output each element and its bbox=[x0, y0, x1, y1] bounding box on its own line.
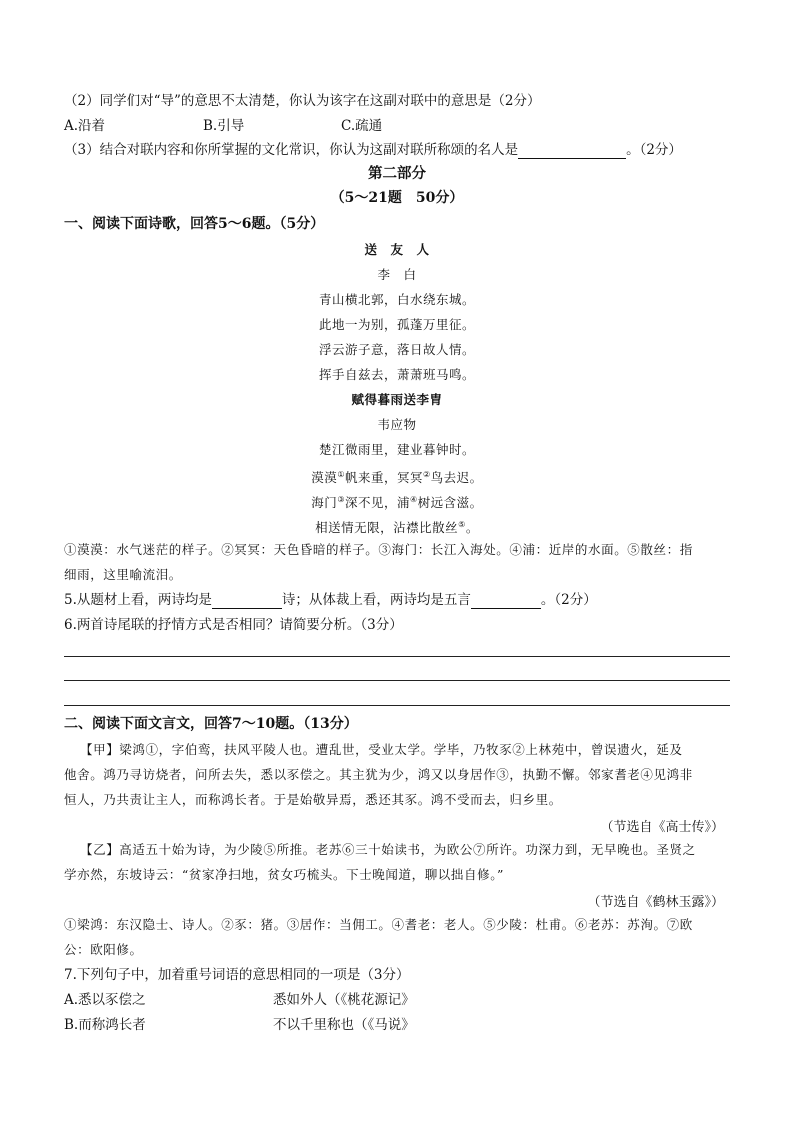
passage-jia: 恒人，乃共责让主人，而称鸿长者。于是始敬异焉，悉还其豕。鸿不受而去，归乡里。 bbox=[64, 792, 562, 807]
passage-yi: 学亦然，东坡诗云：“贫家净扫地，贫女巧梳头。下士晚闻道，聊以拙自修。” bbox=[64, 867, 505, 882]
passage-notes: ①梁鸿：东汉隐士、诗人。②豕：猪。③居作：当佣工。④耆老：老人。⑤少陵：杜甫。⑥老苏：苏洵。⑦欧 bbox=[64, 917, 693, 932]
footnote-mark: ⑤ bbox=[458, 520, 466, 529]
footnote-mark: ② bbox=[423, 470, 431, 479]
passage-yi: 【乙】高适五十始为诗，为少陵⑤所推。老苏⑥三十始读书，为欧公⑦所许。功深力到，无早晚也。圣贤之 bbox=[80, 842, 696, 857]
answer-blank[interactable] bbox=[212, 594, 282, 609]
q5-text: 诗；从体裁上看，两诗均是五言 bbox=[281, 592, 471, 608]
passage-notes-cont: 公：欧阳修。 bbox=[64, 942, 143, 957]
q7-stem: 7.下列句子中，加着重号词语的意思相同的一项是（3分） bbox=[64, 967, 410, 983]
poem1-line: 浮云游子意，落日故人情。 bbox=[318, 342, 475, 357]
poem2-line: 楚江微雨里，建业暮钟时。 bbox=[318, 442, 475, 457]
q4-2-option-b: B.引导 bbox=[203, 118, 245, 134]
poem-text: 帆来重，冥冥 bbox=[344, 470, 423, 486]
poem-notes-cont: 细雨，这里喻流泪。 bbox=[64, 567, 182, 582]
q7-option-a: A.悉以豕偿之 bbox=[64, 992, 146, 1008]
poem1-line: 此地一为别，孤蓬万里征。 bbox=[318, 317, 475, 332]
section2-heading: 二、阅读下面文言文，回答7～10题。（13分） bbox=[64, 716, 358, 732]
passage-jia: 他舍。鸿乃寻访烧者，问所去失，悉以豕偿之。其主犹为少，鸿又以身居作③，执勤不懈。邻家耆老④见鸿非 bbox=[64, 767, 693, 782]
part-range: （5～21题 50分） bbox=[330, 190, 464, 206]
q4-3-stem bbox=[64, 141, 682, 159]
q4-2-stem: （2）同学们对“导”的意思不太清楚，你认为该字在这副对联中的意思是（2分） bbox=[64, 93, 541, 109]
footnote-mark: ③ bbox=[337, 495, 345, 504]
poem-text: 海门 bbox=[311, 495, 338, 511]
q4-2-option-a: A.沿着 bbox=[64, 118, 106, 134]
poem1-line: 青山横北郭，白水绕东城。 bbox=[318, 292, 475, 307]
poem-text: 。 bbox=[465, 520, 479, 536]
poem-text: 深不见，浦 bbox=[344, 495, 410, 511]
poem1-author: 李 白 bbox=[377, 267, 417, 282]
footnote-mark: ① bbox=[337, 470, 345, 479]
poem1-title: 送 友 人 bbox=[364, 242, 430, 257]
answer-line[interactable] bbox=[64, 680, 730, 681]
answer-blank[interactable] bbox=[471, 594, 541, 609]
answer-blank[interactable] bbox=[518, 144, 626, 159]
footnote-mark: ④ bbox=[410, 495, 418, 504]
poem-text: 鸟去迟。 bbox=[430, 470, 483, 486]
q5-text: 。（2分） bbox=[540, 592, 597, 608]
passage-jia: 【甲】梁鸿①，字伯鸾，扶风平陵人也。遭乱世，受业太学。学毕，乃牧豕②上林苑中，曾误遗火，延及 bbox=[80, 742, 683, 757]
source-jia: （节选自《高士传》） bbox=[600, 820, 724, 835]
poem-text: 树远含滋。 bbox=[417, 495, 483, 511]
poem2-line bbox=[0, 516, 794, 537]
source-yi: （节选自《鹤林玉露》） bbox=[587, 895, 724, 910]
poem2-author: 韦应物 bbox=[377, 417, 417, 432]
poem2-title: 赋得暮雨送李胄 bbox=[351, 392, 443, 407]
poem-text: 漠漠 bbox=[311, 470, 338, 486]
part-title: 第二部分 bbox=[368, 165, 426, 182]
q7-option-a-compare: 悉如外人（《桃花源记》 bbox=[273, 992, 415, 1008]
q4-3-stem-after: 。（2分） bbox=[626, 142, 682, 158]
q4-2-option-c: C.疏通 bbox=[341, 118, 383, 134]
answer-line[interactable] bbox=[64, 656, 730, 657]
q6: 6.两首诗尾联的抒情方式是否相同？请简要分析。（3分） bbox=[64, 617, 403, 633]
poem2-line bbox=[0, 491, 794, 512]
q4-3-stem-before: （3）结合对联内容和你所掌握的文化常识，你认为这副对联所称颂的名人是 bbox=[64, 142, 519, 158]
q7-option-b-compare: 不以千里称也（《马说》 bbox=[273, 1017, 415, 1033]
q5 bbox=[64, 591, 597, 609]
section1-heading: 一、阅读下面诗歌，回答5～6题。（5分） bbox=[64, 216, 325, 232]
answer-line[interactable] bbox=[64, 705, 730, 706]
poem-text: 相送情无限，沾襟比散丝 bbox=[315, 520, 459, 536]
q7-option-b: B.而称鸿长者 bbox=[64, 1017, 146, 1033]
q5-text: 5.从题材上看，两诗均是 bbox=[64, 592, 212, 608]
poem1-line: 挥手自兹去，萧萧班马鸣。 bbox=[318, 367, 475, 382]
poem2-line bbox=[0, 466, 794, 487]
poem-notes: ①漠漠：水气迷茫的样子。②冥冥：天色昏暗的样子。③海门：长江入海处。④浦：近岸的水面。⑤散丝：指 bbox=[64, 542, 693, 557]
